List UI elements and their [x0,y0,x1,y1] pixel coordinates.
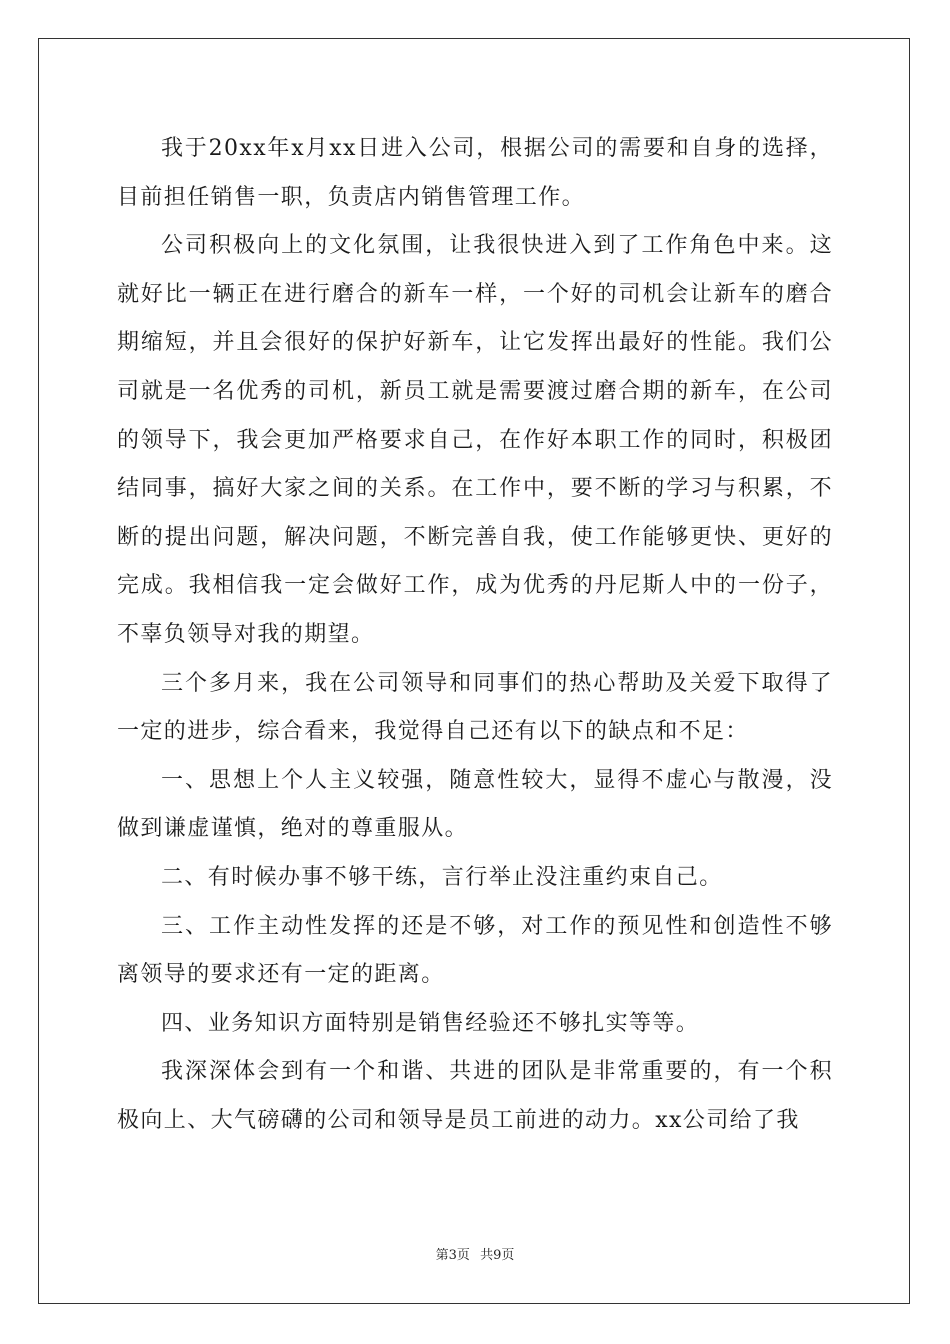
paragraph-3: 三个多月来，我在公司领导和同事们的热心帮助及关爱下取得了一定的进步，综合看来，我觉得自己还有以下的缺点和不足： [117,670,833,745]
document-body [117,125,833,1145]
paragraph-5: 二、有时候办事不够干练，言行举止没注重约束自己。 [161,864,723,890]
page-footer [0,1244,950,1263]
paragraph-2: 公司积极向上的文化氛围，让我很快进入到了工作角色中来。这就好比一辆正在进行磨合的新车一样，一个好的司机会让新车的磨合期缩短，并且会很好的保护好新车，让它发挥出最好的性能。我们公司就是一名优秀的司机，新员工就是需要渡过磨合期的新车，在公司的领导下，我会更加严格要求自己，在作好本职工作的同时，积极团结同事，搞好大家之间的关系。在工作中，要不断的学习与积累，不断的提出问题，解决问题，不断完善自我，使工作能够更快、更好的完成。我相信我一定会做好工作，成为优秀的丹尼斯人中的一份子，不辜负领导对我的期望。 [117,233,833,647]
paragraph-8: 我深深体会到有一个和谐、共进的团队是非常重要的，有一个积极向上、大气磅礴的公司和领导是员工前进的动力。xx公司给了我 [117,1059,833,1133]
paragraph-4: 一、思想上个人主义较强，随意性较大，显得不虚心与散漫，没做到谦虚谨慎，绝对的尊重服从。 [117,767,833,842]
paragraph-1: 我于20xx年x月xx日进入公司，根据公司的需要和自身的选择，目前担任销售一职，负责店内销售管理工作。 [117,136,833,210]
paragraph-6: 三、工作主动性发挥的还是不够，对工作的预见性和创造性不够离领导的要求还有一定的距离。 [117,913,833,988]
paragraph-7: 四、业务知识方面特别是销售经验还不够扎实等等。 [161,1010,700,1036]
total-pages: 共9页 [480,1248,515,1263]
page-number: 第3页 [435,1248,470,1263]
